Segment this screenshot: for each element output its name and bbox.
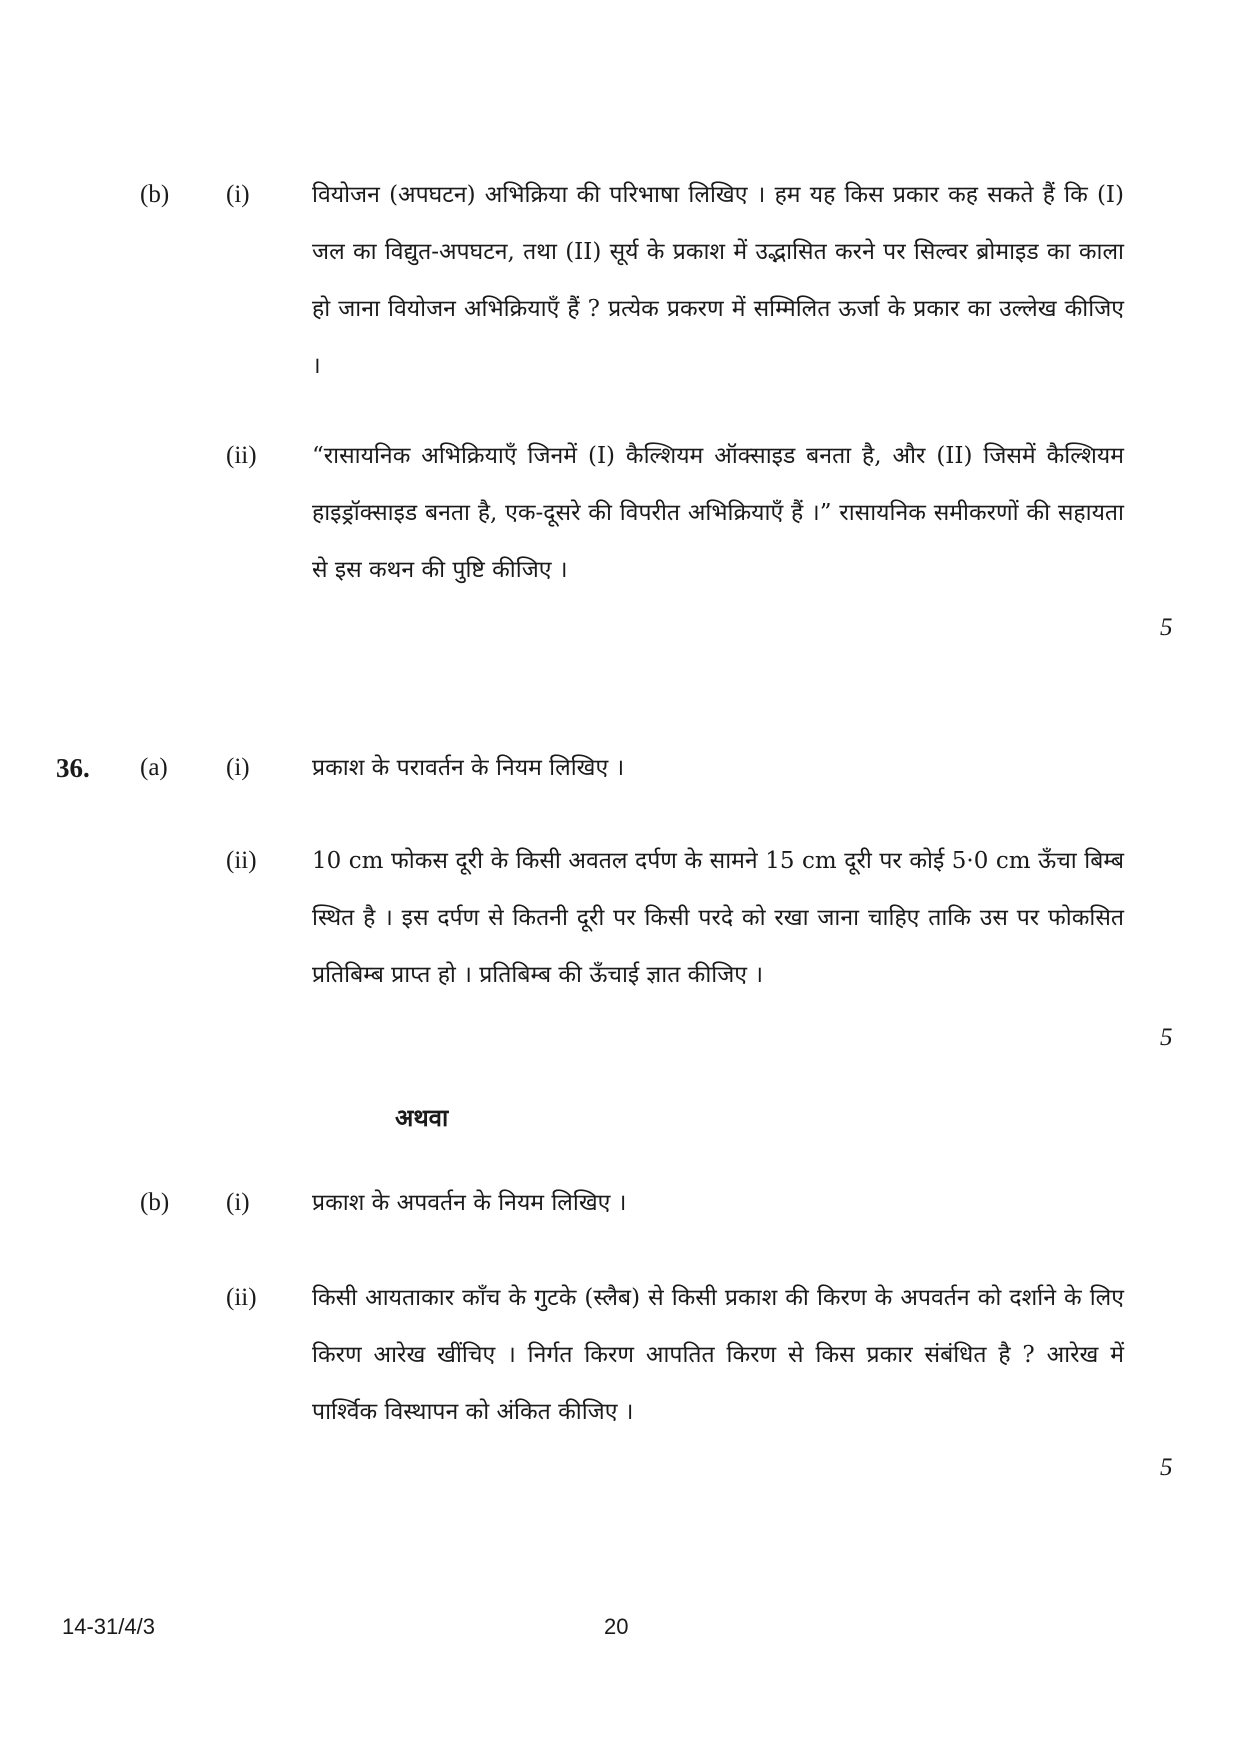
question-text: वियोजन (अपघटन) अभिक्रिया की परिभाषा लिखिए । हम यह किस प्रकार कह सकते हैं कि (I) जल का विद्युत-अपघटन, तथा (II) सूर्य के प्रकाश में उद्भासित करने पर सिल्वर ब्रोमाइड का काला हो जाना वियोजन अभिक्रियाएँ हैं ? प्रत्येक प्रकरण में सम्मिलित ऊर्जा के प्रकार का उल्लेख कीजिए । <box>312 182 1124 379</box>
subpart-label-ii: (ii) <box>226 442 257 469</box>
question-text: “रासायनिक अभिक्रियाएँ जिनमें (I) कैल्शियम ऑक्साइड बनता है, और (II) जिसमें कैल्शियम हाइड्रॉक्साइड बनता है, एक-दूसरे की विपरीत अभिक्रियाएँ हैं ।” रासायनिक समीकरणों की सहायता से इस कथन की पुष्टि कीजिए । <box>312 443 1124 583</box>
question-text: प्रकाश के अपवर्तन के नियम लिखिए । <box>312 1190 627 1216</box>
subpart-label-i: (i) <box>226 181 250 208</box>
or-separator: अथवा <box>395 1103 449 1132</box>
subpart-label-ii: (ii) <box>226 1284 257 1311</box>
question-text: 10 cm फोकस दूरी के किसी अवतल दर्पण के सामने 15 cm दूरी पर कोई 5·0 cm ऊँचा बिम्ब स्थित है । इस दर्पण से कितनी दूरी पर किसी परदे को रखा जाना चाहिए ताकि उस पर फोकसित प्रतिबिम्ब प्राप्त हो । प्रतिबिम्ब की ऊँचाई ज्ञात कीजिए । <box>312 848 1124 988</box>
subpart-label-i: (i) <box>226 754 250 781</box>
question-text: प्रकाश के परावर्तन के नियम लिखिए । <box>312 755 625 781</box>
marks: 5 <box>1160 1454 1173 1481</box>
question-text: किसी आयताकार काँच के गुटके (स्लैब) से किसी प्रकाश की किरण के अपवर्तन को दर्शाने के लिए किरण आरेख खींचिए । निर्गत किरण आपतित किरण से किस प्रकार संबंधित है ? आरेख में पार्श्विक विस्थापन को अंकित कीजिए । <box>312 1285 1124 1425</box>
part-label-a: (a) <box>140 754 168 781</box>
part-label-b: (b) <box>140 181 170 208</box>
part-label-b: (b) <box>140 1189 170 1216</box>
page-number: 20 <box>604 1614 629 1639</box>
marks: 5 <box>1160 614 1173 641</box>
marks: 5 <box>1160 1024 1173 1051</box>
subpart-label-ii: (ii) <box>226 847 257 874</box>
subpart-label-i: (i) <box>226 1189 250 1216</box>
question-number: 36. <box>56 753 90 783</box>
paper-code: 14-31/4/3 <box>62 1614 155 1639</box>
